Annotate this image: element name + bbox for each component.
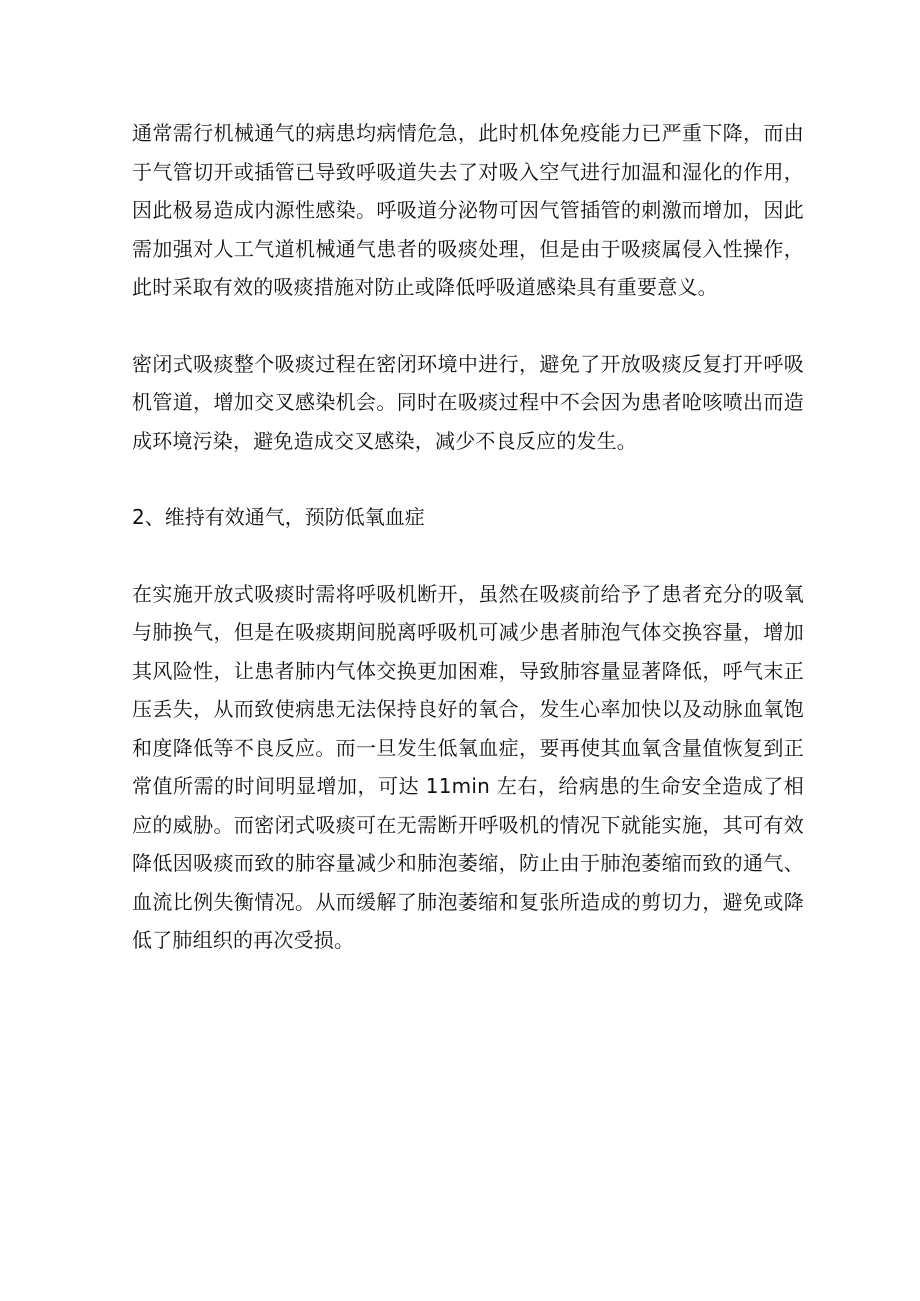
paragraph-spacer [132,307,804,345]
paragraph-spacer [132,537,804,575]
section-heading: 2、维持有效通气，预防低氧血症 [132,505,425,529]
document-body [132,114,804,960]
paragraph-hypoxemia-prevention: 在实施开放式吸痰时需将呼吸机断开，虽然在吸痰前给予了患者充分的吸氧与肺换气，但是在吸痰期间脱离呼吸机可减少患者肺泡气体交换容量，增加其风险性，让患者肺内气体交换更加困难，导致肺容量显著降低，呼气末正压丢失，从而致使病患无法保持良好的氧合，发生心率加快以及动脉血氧饱和度降低等不良反应。而一旦发生低氧血症，要再使其血氧含量值恢复到正常值所需的时间明显增加，可达 11min 左右，给病患的生命安全造成了相应的威胁。而密闭式吸痰可在无需断开呼吸机的情况下就能实施，其可有效降低因吸痰而致的肺容量减少和肺泡萎缩，防止由于肺泡萎缩而致的通气、血流比例失衡情况。从而缓解了肺泡萎缩和复张所造成的剪切力，避免或降低了肺组织的再次受损。 [132,581,804,952]
paragraph-mechanical-ventilation-infection: 通常需行机械通气的病患均病情危急，此时机体免疫能力已严重下降，而由于气管切开或插管已导致呼吸道失去了对吸入空气进行加温和湿化的作用，因此极易造成内源性感染。呼吸道分泌物可因气管插管的刺激而增加，因此需加强对人工气道机械通气患者的吸痰处理，但是由于吸痰属侵入性操作，此时采取有效的吸痰措施对防止或降低呼吸道感染具有重要意义。 [132,121,804,299]
paragraph-closed-suction-advantages: 密闭式吸痰整个吸痰过程在密闭环境中进行，避免了开放吸痰反复打开呼吸机管道，增加交叉感染机会。同时在吸痰过程中不会因为患者呛咳喷出而造成环境污染，避免造成交叉感染，减少不良反应的发生。 [132,351,804,453]
paragraph-spacer [132,460,804,498]
